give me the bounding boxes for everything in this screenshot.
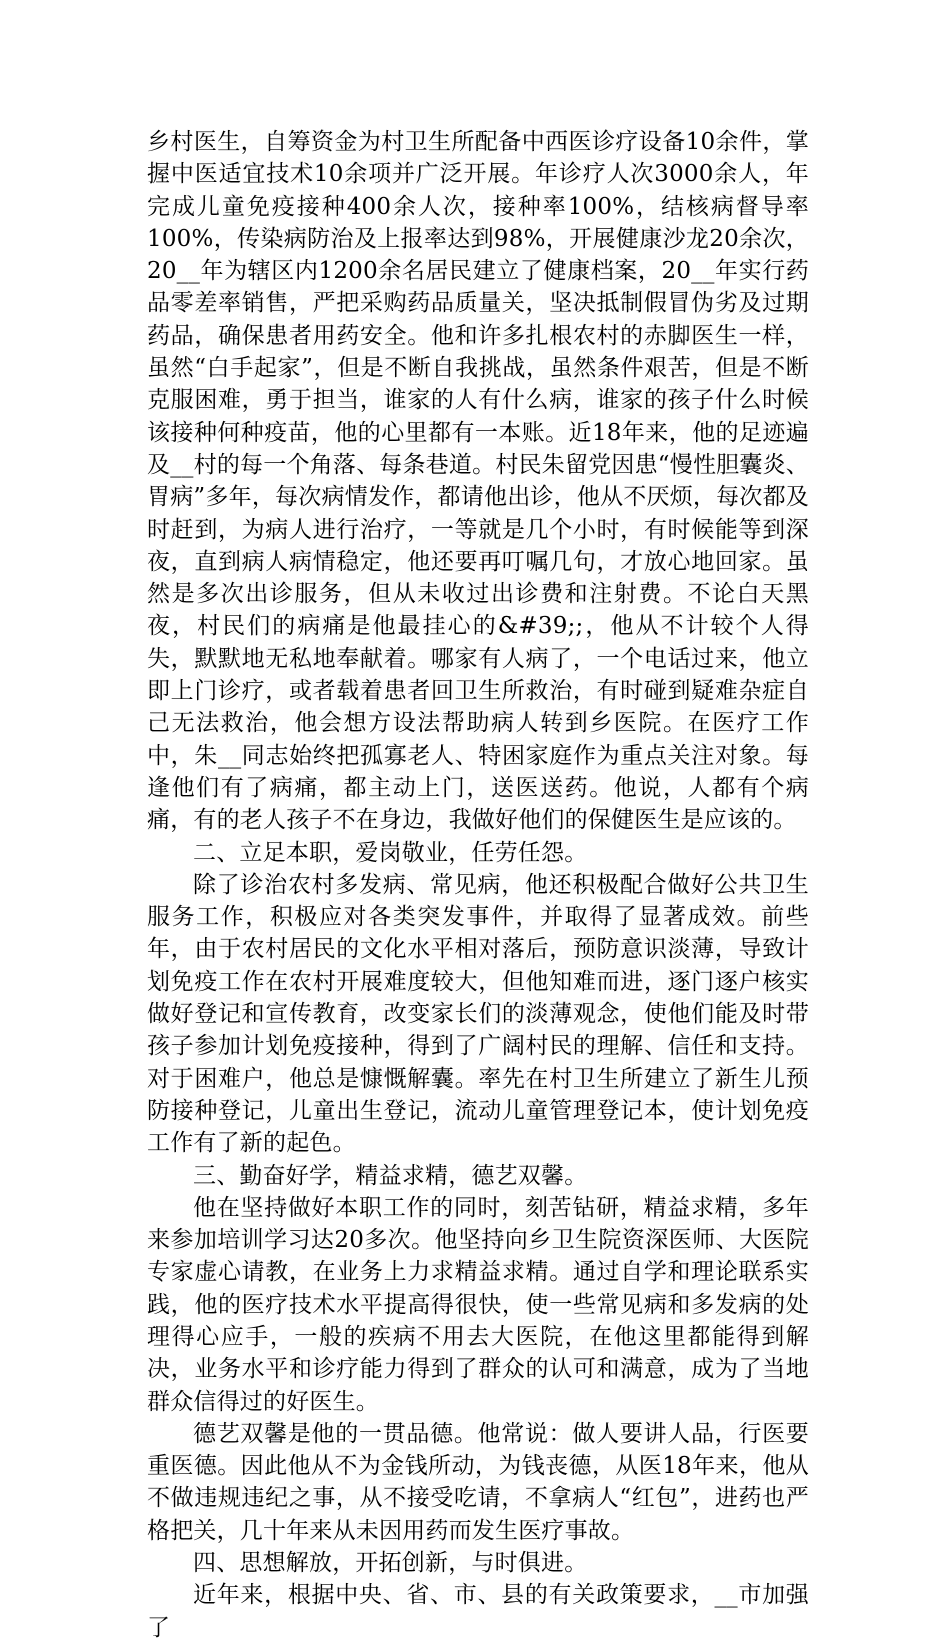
body-paragraph-3: 他在坚持做好本职工作的同时，刻苦钻研，精益求精，多年来参加培训学习达20多次。他坚持向乡卫生院资深医师、大医院专家虚心请教，在业务上力求精益求精。通过自学和理论联系实践，他的医疗技术水平提高得很快，使一些常见病和多发病的处理得心应手，一般的疾病不用去大医院，在他这里都能得到解决，业务水平和诊疗能力得到了群众的认可和满意，成为了当地群众信得过的好医生。	[147, 1194, 809, 1415]
section-heading-4: 四、思想解放，开拓创新，与时俱进。	[193, 1550, 588, 1577]
body-paragraph-4: 德艺双馨是他的一贯品德。他常说：做人要讲人品，行医要重医德。因此他从不为金钱所动，为钱丧德，从医18年来，他从不做违规违纪之事，从不接受吃请，不拿病人“红包”，进药也严格把关，几十年来从未因用药而发生医疗事故。	[147, 1420, 809, 1544]
body-paragraph-5: 近年来，根据中央、省、市、县的有关政策要求，__市加强了	[147, 1582, 809, 1641]
body-paragraph-2: 除了诊治农村多发病、常见病，他还积极配合做好公共卫生服务工作，积极应对各类突发事件，并取得了显著成效。前些年，由于农村居民的文化水平相对落后，预防意识淡薄，导致计划免疫工作在农村开展难度较大，但他知难而进，逐门逐户核实做好登记和宣传教育，改变家长们的淡薄观念，使他们能及时带孩子参加计划免疫接种，得到了广阔村民的理解、信任和支持。对于困难户，他总是慷慨解囊。率先在村卫生所建立了新生儿预防接种登记，儿童出生登记，流动儿童管理登记本，使计划免疫工作有了新的起色。	[147, 871, 809, 1157]
section-heading-3: 三、勤奋好学，精益求精，德艺双馨。	[193, 1162, 588, 1189]
document-body	[147, 126, 809, 1644]
body-paragraph-1: 乡村医生，自筹资金为村卫生所配备中西医诊疗设备10余件，掌握中医适宜技术10余项并广泛开展。年诊疗人次3000余人，年完成儿童免疫接种400余人次，接种率100%，结核病督导率100%，传染病防治及上报率达到98%，开展健康沙龙20余次，20__年为辖区内1200余名居民建立了健康档案，20__年实行药品零差率销售，严把采购药品质量关，坚决抵制假冒伪劣及过期药品，确保患者用药安全。他和许多扎根农村的赤脚医生一样，虽然“白手起家”，但是不断自我挑战，虽然条件艰苦，但是不断克服困难，勇于担当，谁家的人有什么病，谁家的孩子什么时候该接种何种疫苗，他的心里都有一本账。近18年来，他的足迹遍及__村的每一个角落、每条巷道。村民朱留党因患“慢性胆囊炎、胃病”多年，每次病情发作，都请他出诊，他从不厌烦，每次都及时赶到，为病人进行治疗，一等就是几个小时，有时候能等到深夜，直到病人病情稳定，他还要再叮嘱几句，才放心地回家。虽然是多次出诊服务，但从未收过出诊费和注射费。不论白天黑夜，村民们的病痛是他最挂心的&#39;;，他从不计较个人得失，默默地无私地奉献着。哪家有人病了，一个电话过来，他立即上门诊疗，或者载着患者回卫生所救治，有时碰到疑难杂症自己无法救治，他会想方设法帮助病人转到乡医院。在医疗工作中，朱__同志始终把孤寡老人、特困家庭作为重点关注对象。每逢他们有了病痛，都主动上门，送医送药。他说，人都有个病痛，有的老人孩子不在身边，我做好他们的保健医生是应该的。	[147, 129, 809, 834]
section-heading-2: 二、立足本职，爱岗敬业，任劳任怨。	[193, 839, 588, 866]
